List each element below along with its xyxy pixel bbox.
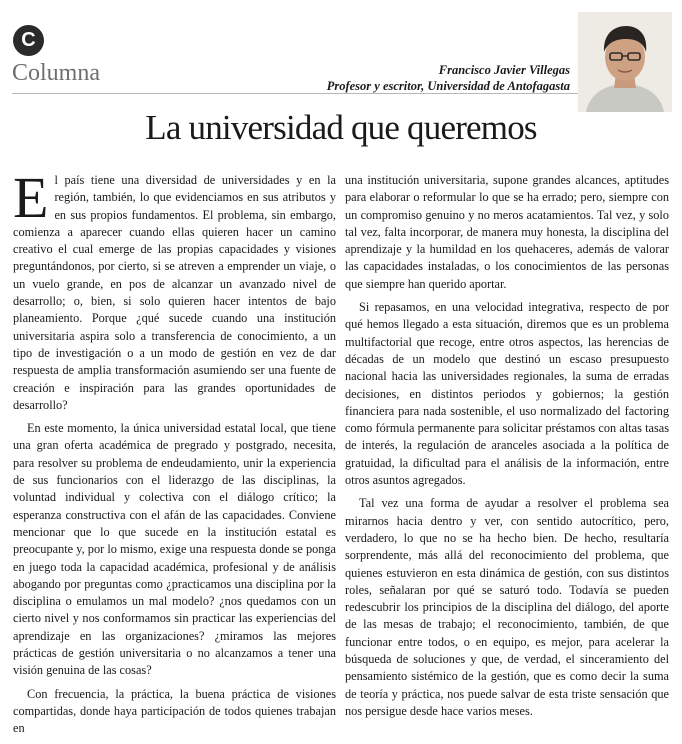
paragraph: Si repasamos, en una velocidad integrativa, respecto de por qué hemos llegado a esta situación, diremos que es un problema multifactorial que recoge, entre otros aspectos, las herencias de décadas de un modelo que destinó un escaso presupuesto nacional hacia las universidades regionales, la suma de erradas decisiones, en distintos periodos y gobiernos; la gestión financiera para nada sostenible, el uso normalizado del factoring como fórmula permanente para solicitar préstamos con altas tasas de interés, la regulación de aranceles asociada a la política de gratuidad, la dificultad para el análisis de la información, entre otros asuntos agregados. [345,300,669,488]
section-badge: C [13,25,44,56]
paragraph: Tal vez una forma de ayudar a resolver el problema sea mirarnos hacia dentro y ver, con sentido autocrítico, pero, verdadero, lo que no se ha hecho bien. De hecho, resultaría sorprendente, más allá del reconocimiento del problema, que quienes estuvieron en esta dinámica de gestión, con sus distintos roles, señalaran por qué se saturó todo. Todavía se pueden redescubrir los principios de la disciplina del diálogo, del aporte de las mesas de trabajo; el reconocimiento, también, de que funcionar entre todos, o en equipo, es mejor, para acelerar la búsqueda de soluciones y que, de verdad, el sinceramiento del pensamiento sistémico de la gestión, que es como decir la suma de teoría y práctica, nos puede salvar de esta triste sensación que nos persigue desde hace varios meses. [345,496,669,718]
article-column-left [13,165,336,744]
author-title: Profesor y escritor, Universidad de Antofagasta [326,79,570,93]
paragraph: En este momento, la única universidad estatal local, que tiene una gran oferta académica de pregrado y postgrado, necesita, para resolver su problema de endeudamiento, unir la experiencia de sus funcionarios con el liderazgo de las disciplinas, la voluntad individual y colectiva con el diálogo crítico; la esperanza constructiva con el afán de las capacidades. Conviene mencionar que lo que sucede en la institución estatal es preocupante y, por lo mismo, exige una respuesta donde se ponga en juego toda la capacidad académica, profesional y de análisis abogando por preguntas como ¿practicamos una disciplina por la disciplina o emulamos un mal modelo? ¿nos quedamos con un cierto nivel y nos conformamos sin practicar las experiencias del aprendizaje en las organizaciones? ¿miramos las mejores prácticas de gestión universitaria o no alcanzamos a tener una visión genuina de las cosas? [13,421,336,678]
article-headline: La universidad que queremos [145,108,537,147]
paragraph: una institución universitaria, supone grandes alcances, aptitudes para elaborar o reformular lo que se ha errado; pero, siempre con un compromiso genuino y no meros acatamientos. Tal vez, y solo tal vez, falta incorporar, de manera muy honesta, la disciplina del aprendizaje y la humildad en los quehaceres, además de valorar las capacidades instaladas, o los conocimientos de las personas que siempre han querido aportar. [345,173,669,291]
paragraph: Con frecuencia, la práctica, la buena práctica de visiones compartidas, donde haya participación de todos quienes trabajan en [13,686,336,736]
section-label: Columna [12,60,100,86]
paragraph-text: l país tiene una diversidad de universidades y en la región, también, lo que evidenciamos en sus atributos y en sus propios fundamentos. El problema, sin embargo, comienza a aparecer cuando ellas quieren hacer un camino creativo el cual emerge de las propias capacidades y visiones preguntándonos, por cierto, si se atreven a emprender un viaje, o un vuelo grande, en pos de alcanzar un avanzado nivel de desarrollo; o, bien, si solo quieren hacer intentos de bajo planeamiento. Porque ¿qué sucede cuando una institución universitaria aspira solo a transferencia de conocimiento, a un tipo de investigación o a un modo de gestión en vez de dar respuesta de amplia transformación asumiendo ser una fuente de creación e inspiración para las grandes oportunidades de desarrollo? [13,173,336,412]
author-name: Francisco Javier Villegas [438,63,570,77]
paragraph [13,165,336,414]
article-column-right [345,172,669,726]
author-byline [327,62,570,94]
author-photo [578,12,672,112]
drop-cap: E [13,165,49,230]
